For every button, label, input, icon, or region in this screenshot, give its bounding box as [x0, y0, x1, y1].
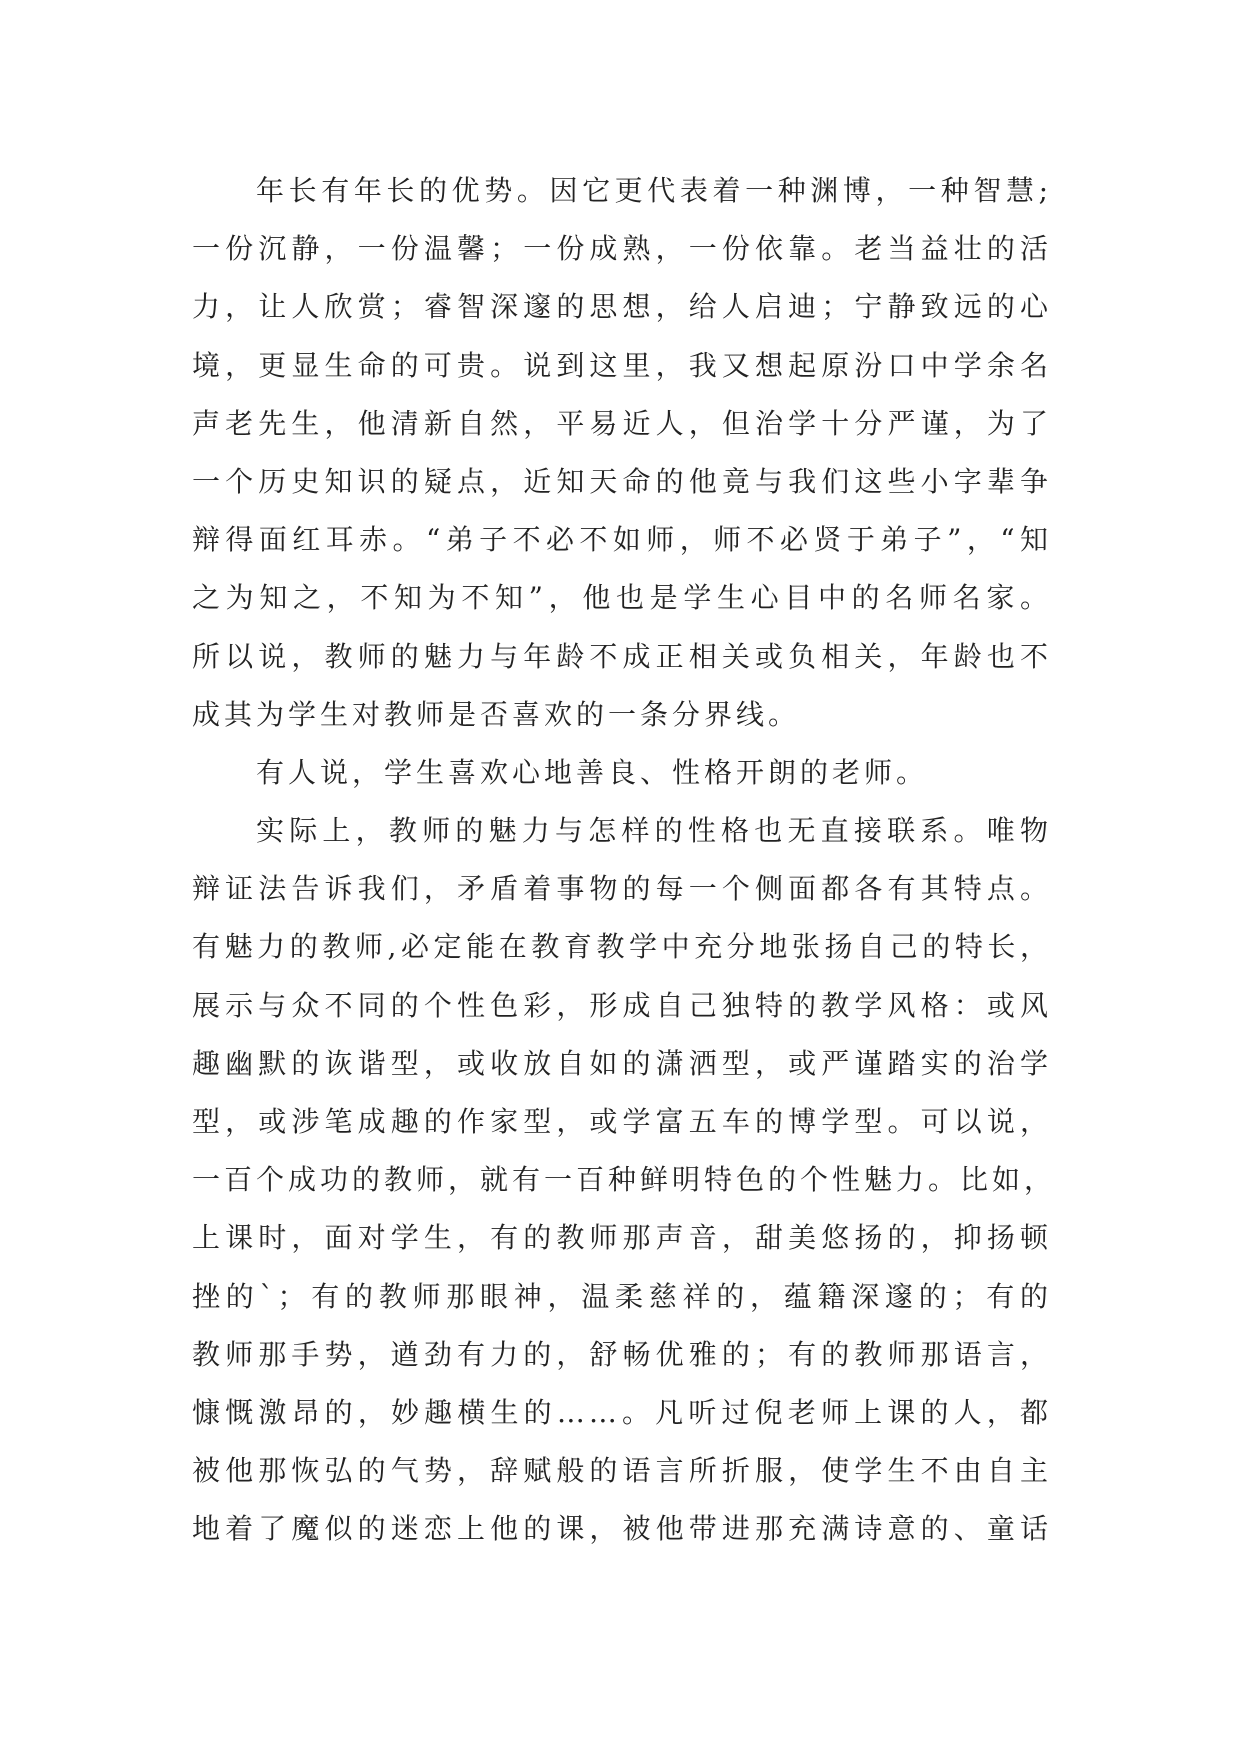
paragraph-line: 有魅力的教师,必定能在教育教学中充分地张扬自己的特长，	[192, 930, 1052, 964]
paragraph-line: 教师那手势，遒劲有力的，舒畅优雅的；有的教师那语言，	[192, 1337, 1052, 1371]
paragraph-line: 趣幽默的诙谐型，或收放自如的潇洒型，或严谨踏实的治学	[192, 1046, 1052, 1080]
paragraph-line: 所以说，教师的魅力与年龄不成正相关或负相关，年龄也不	[192, 639, 1052, 673]
paragraph-line: 展示与众不同的个性色彩，形成自己独特的教学风格：或风	[192, 988, 1052, 1022]
paragraph-line: 挫的`；有的教师那眼神，温柔慈祥的，蕴籍深邃的；有的	[192, 1279, 1052, 1313]
paragraph-line: 地着了魔似的迷恋上他的课，被他带进那充满诗意的、童话	[192, 1512, 1052, 1546]
paragraph-line: 被他那恢弘的气势，辞赋般的语言所折服，使学生不由自主	[192, 1454, 1052, 1488]
paragraph-line: 之为知之，不知为不知”，他也是学生心目中的名师名家。	[192, 581, 1052, 615]
paragraph-line: 实际上，教师的魅力与怎样的性格也无直接联系。唯物	[256, 814, 1052, 848]
article-body	[192, 162, 1057, 1559]
paragraph-line: 有人说，学生喜欢心地善良、性格开朗的老师。	[256, 755, 929, 789]
paragraph-line: 境，更显生命的可贵。说到这里，我又想起原汾口中学余名	[192, 348, 1052, 382]
paragraph-line: 力，让人欣赏；睿智深邃的思想，给人启迪；宁静致远的心	[192, 290, 1052, 324]
paragraph-line: 上课时，面对学生，有的教师那声音，甜美悠扬的，抑扬顿	[192, 1221, 1052, 1255]
paragraph-line: 年长有年长的优势。因它更代表着一种渊博，一种智慧;	[256, 174, 1052, 207]
paragraph-line: 成其为学生对教师是否喜欢的一条分界线。	[192, 697, 801, 731]
paragraph-line: 型，或涉笔成趣的作家型，或学富五车的博学型。可以说，	[192, 1105, 1052, 1138]
paragraph-line: 声老先生，他清新自然，平易近人，但治学十分严谨，为了	[192, 406, 1052, 440]
paragraph-line: 一份沉静，一份温馨；一份成熟，一份依靠。老当益壮的活	[192, 232, 1052, 266]
paragraph-line: 辩证法告诉我们，矛盾着事物的每一个侧面都各有其特点。	[192, 872, 1052, 906]
paragraph-line: 辩得面红耳赤。“弟子不必不如师，师不必贤于弟子”，“知	[192, 523, 1052, 557]
paragraph-line: 慷慨激昂的，妙趣横生的……。凡听过倪老师上课的人，都	[192, 1395, 1052, 1429]
paragraph-line: 一个历史知识的疑点，近知天命的他竟与我们这些小字辈争	[192, 464, 1052, 498]
paragraph-line: 一百个成功的教师，就有一百种鲜明特色的个性魅力。比如，	[192, 1163, 1057, 1197]
